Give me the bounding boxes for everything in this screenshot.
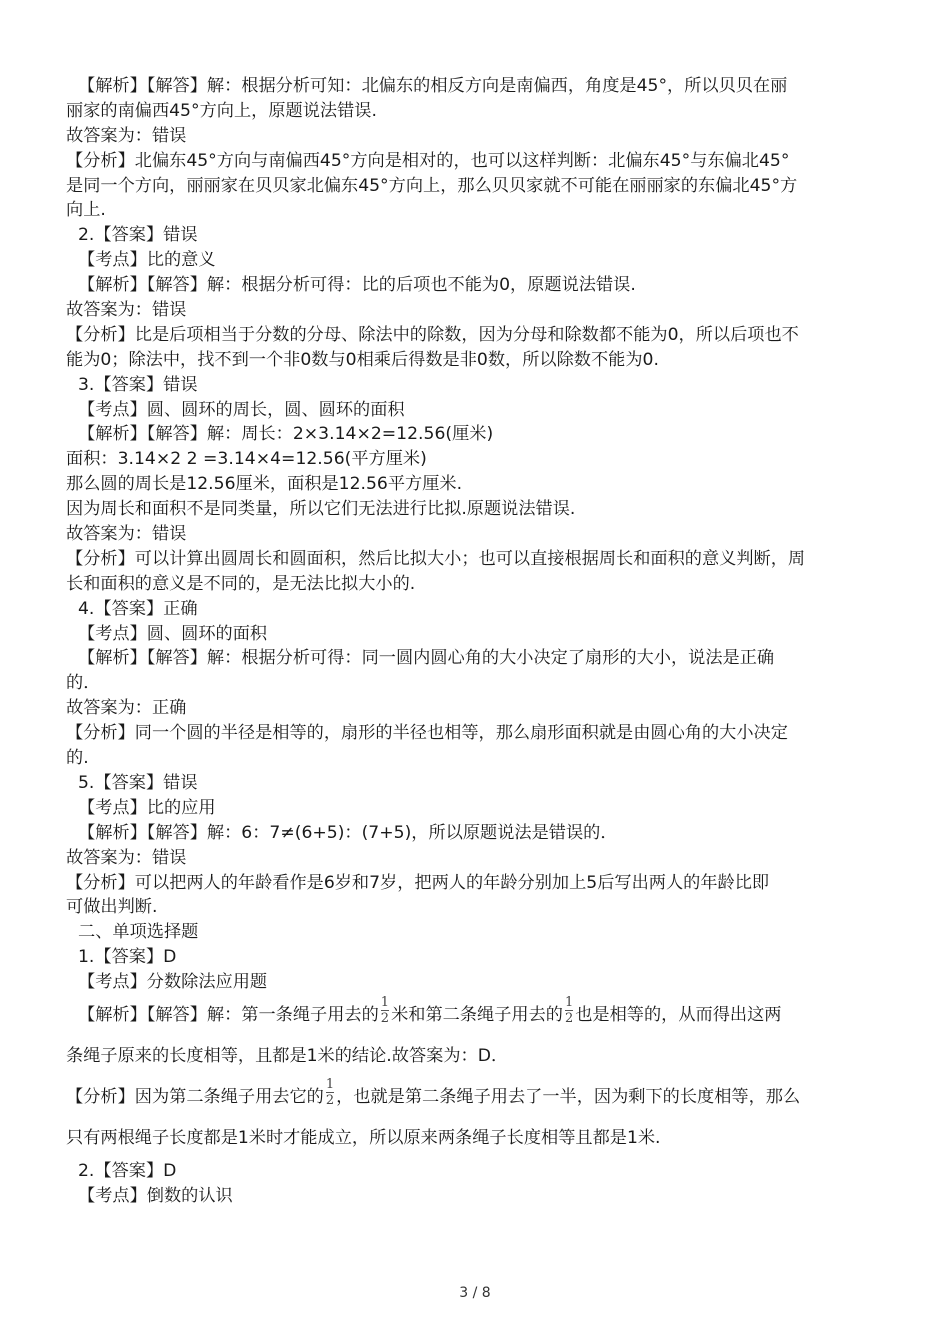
answer-lines-bottom	[66, 1159, 886, 1209]
text-line: 的.	[66, 748, 89, 769]
page-number: 3 / 8	[459, 1285, 491, 1301]
text-line: 【考点】圆、圆环的周长，圆、圆环的面积	[78, 399, 405, 420]
text-line: 向上.	[66, 200, 106, 221]
fraction-denominator: 2	[380, 1011, 390, 1027]
text-line: 【考点】分数除法应用题	[78, 972, 268, 993]
fraction-numerator: 1	[564, 995, 574, 1011]
text-line: 故答案为：错误	[66, 847, 187, 868]
text-segment: 米和第二条绳子用去的	[391, 1004, 563, 1025]
text-line: 长和面积的意义是不同的，是无法比拟大小的.	[66, 573, 416, 594]
text-line: 面积：3.14×2 2 =3.14×4=12.56(平方厘米)	[66, 449, 427, 470]
fraction-denominator: 2	[564, 1011, 574, 1027]
text-line: 【解析】【解答】解：根据分析可得：同一圆内圆心角的大小决定了扇形的大小，说法是正确	[78, 648, 775, 669]
text-line: 【分析】同一个圆的半径是相等的，扇形的半径也相等，那么扇形面积就是由圆心角的大小决定	[66, 723, 788, 744]
text-line: 因为周长和面积不是同类量，所以它们无法进行比拟.原题说法错误.	[66, 499, 576, 520]
fraction-denominator: 2	[325, 1093, 335, 1109]
text-line: 【分析】北偏东45°方向与南偏西45°方向是相对的，也可以这样判断：北偏东45°与东偏北45°	[66, 150, 790, 171]
text-line: 可做出判断.	[66, 897, 158, 918]
fraction-para-1-line-2: 条绳子原来的长度相等，且都是1米的结论.故答案为：D．	[66, 1045, 509, 1066]
text-segment: ，也就是第二条绳子用去了一半，因为剩下的长度相等，那么	[336, 1086, 801, 1107]
text-line: 2.【答案】D	[78, 1160, 177, 1181]
text-line: 那么圆的周长是12.56厘米，面积是12.56平方厘米.	[66, 474, 463, 495]
text-line: 能为0；除法中，找不到一个非0数与0相乘后得数是非0数，所以除数不能为0.	[66, 349, 659, 370]
text-line: 【分析】可以把两人的年龄看作是6岁和7岁，把两人的年龄分别加上5后写出两人的年龄比即	[66, 872, 770, 893]
text-line: 【解析】【解答】解：6：7≠(6+5)：(7+5)，所以原题说法是错误的．	[78, 822, 618, 843]
text-line: 【考点】圆、圆环的面积	[78, 623, 268, 644]
text-line: 是同一个方向，丽丽家在贝贝家北偏东45°方向上，那么贝贝家就不可能在丽丽家的东偏北45°方	[66, 175, 798, 196]
text-line: 二、单项选择题	[78, 922, 199, 943]
text-segment: 也是相等的，从而得出这两	[575, 1004, 782, 1025]
fraction-one-half	[565, 996, 573, 1025]
text-line: 【考点】比的应用	[78, 797, 216, 818]
text-line: 【解析】【解答】解：根据分析可得：比的后项也不能为0，原题说法错误.	[78, 275, 636, 296]
text-line: 故答案为：正确	[66, 698, 187, 719]
text-line: 故答案为：错误	[66, 125, 187, 146]
text-line: 3.【答案】错误	[78, 374, 198, 395]
text-segment: 【解析】【解答】解：第一条绳子用去的	[78, 1004, 379, 1025]
text-line: 4.【答案】正确	[78, 598, 198, 619]
text-line: 【考点】倒数的认识	[78, 1185, 233, 1206]
text-line: 2.【答案】错误	[78, 225, 198, 246]
answer-lines-top	[66, 74, 886, 995]
text-segment: 【分析】因为第二条绳子用去它的	[66, 1086, 324, 1107]
text-line: 的．	[66, 673, 101, 694]
text-line: 故答案为：错误	[66, 300, 187, 321]
fraction-numerator: 1	[380, 995, 390, 1011]
text-line: 5.【答案】错误	[78, 772, 198, 793]
fraction-para-2-line-2: 只有两根绳子长度都是1米时才能成立，所以原来两条绳子长度相等且都是1米.	[66, 1127, 661, 1148]
fraction-one-half	[326, 1078, 334, 1107]
text-line: 故答案为：错误	[66, 524, 187, 545]
text-line: 【分析】比是后项相当于分数的分母、除法中的除数，因为分母和除数都不能为0，所以后项也不	[66, 324, 799, 345]
text-line: 【解析】【解答】解：根据分析可知：北偏东的相反方向是南偏西，角度是45°，所以贝贝在丽	[78, 76, 788, 96]
text-line: 【考点】比的意义	[78, 250, 216, 271]
fraction-one-half	[381, 996, 389, 1025]
page-content	[66, 74, 886, 1209]
text-line: 【分析】可以计算出圆周长和圆面积，然后比拟大小；也可以直接根据周长和面积的意义判断，周	[66, 548, 806, 569]
fraction-para-1-line-1	[66, 995, 886, 1036]
text-line: 【解析】【解答】解：周长：2×3.14×2=12.56(厘米)	[78, 424, 494, 445]
text-line: 丽家的南偏西45°方向上，原题说法错误.	[66, 100, 377, 121]
text-line: 1.【答案】D	[78, 947, 177, 968]
fraction-numerator: 1	[325, 1077, 335, 1093]
fraction-para-2-line-1	[66, 1077, 886, 1118]
